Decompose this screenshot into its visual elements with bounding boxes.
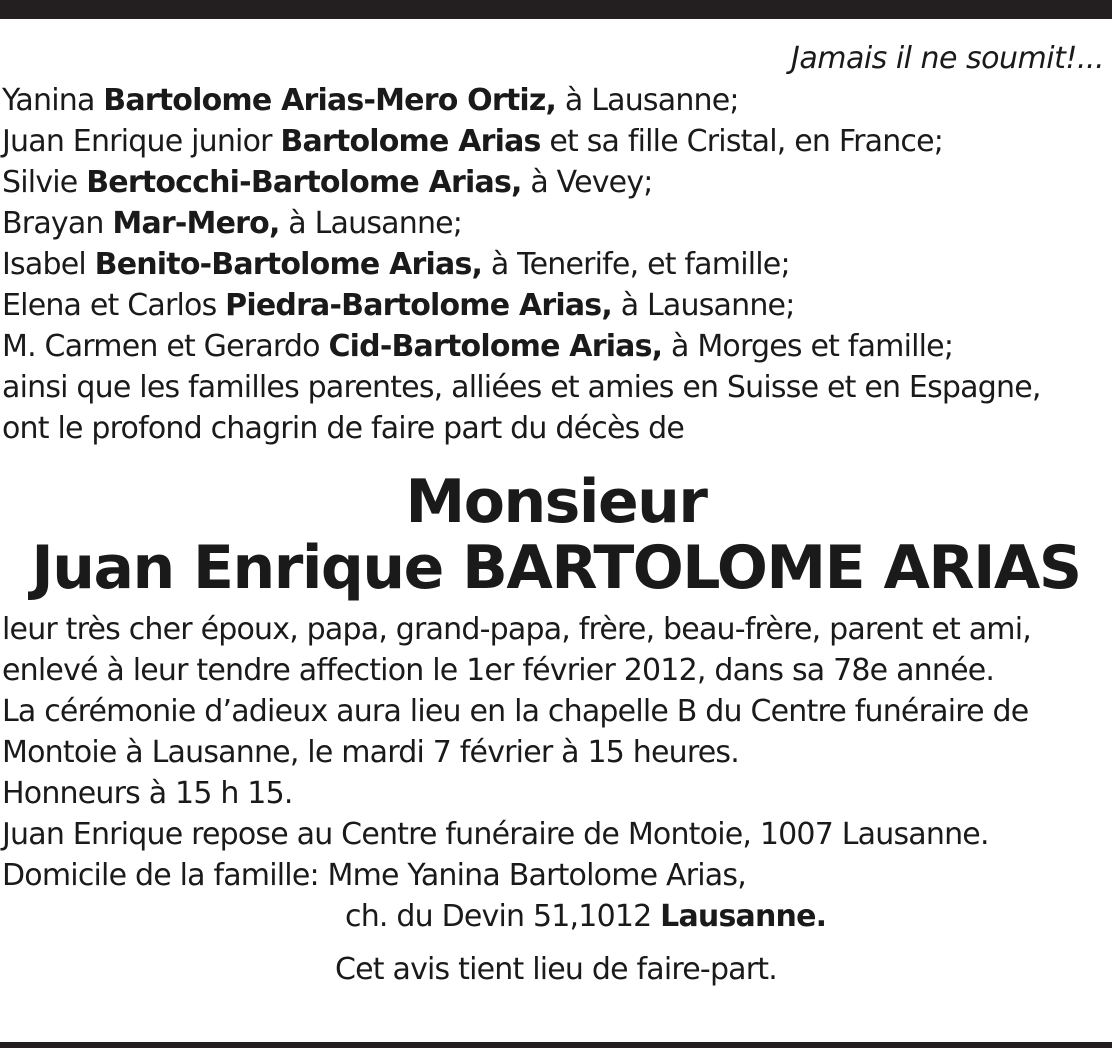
intro-line: ainsi que les familles parentes, alliées et amies en Suisse et en Espagne, [2, 370, 1041, 405]
mourner-given-names: M. Carmen et Gerardo [2, 329, 329, 364]
mourners-list [2, 80, 1110, 367]
mourner-given-names: Yanina [2, 83, 104, 118]
mourner-line [2, 326, 1110, 367]
family-address [2, 896, 1110, 937]
top-border-rule [0, 0, 1112, 19]
mourner-given-names: Juan Enrique junior [2, 124, 281, 159]
mourner-surname: Cid-Bartolome Arias, [328, 329, 663, 364]
mourner-surname: Bartolome Arias [280, 124, 541, 159]
body-line: La cérémonie d’adieux aura lieu en la chapelle B du Centre funéraire de [2, 694, 1029, 729]
mourner-location: et sa fille Cristal, en France; [540, 124, 944, 159]
mourner-line [2, 285, 1110, 326]
mourner-surname: Bartolome Arias-Mero Ortiz, [103, 83, 557, 118]
mourner-location: à Morges et famille; [662, 329, 954, 364]
deceased-title: Monsieur [405, 467, 707, 537]
mourner-location: à Tenerife, et famille; [482, 247, 790, 282]
motto: Jamais il ne soumit!... [790, 41, 1104, 76]
deceased-heading [2, 469, 1110, 601]
mourner-surname: Benito-Bartolome Arias, [94, 247, 483, 282]
mourner-line [2, 244, 1110, 285]
mourner-line [2, 203, 1110, 244]
mourner-line [2, 121, 1110, 162]
mourner-location: à Lausanne; [279, 206, 463, 241]
mourner-location: à Vevey; [521, 165, 653, 200]
closing-note: Cet avis tient lieu de faire-part. [334, 952, 778, 987]
mourner-line [2, 80, 1110, 121]
mourner-given-names: Elena et Carlos [2, 288, 226, 323]
body-line: Juan Enrique repose au Centre funéraire de Montoie, 1007 Lausanne. [2, 817, 989, 852]
body-line: Honneurs à 15 h 15. [2, 776, 293, 811]
obituary-notice [2, 38, 1110, 990]
mourner-given-names: Brayan [2, 206, 113, 241]
mourner-surname: Bertocchi-Bartolome Arias, [86, 165, 522, 200]
intro-line: ont le profond chagrin de faire part du décès de [2, 411, 685, 446]
deceased-name: Juan Enrique BARTOLOME ARIAS [31, 533, 1081, 603]
mourner-location: à Lausanne; [556, 83, 739, 118]
body-line: Domicile de la famille: Mme Yanina Bartolome Arias, [2, 858, 746, 893]
mourner-given-names: Isabel [2, 247, 95, 282]
mourner-line [2, 162, 1110, 203]
address-city: Lausanne. [660, 899, 827, 934]
mourner-given-names: Silvie [2, 165, 87, 200]
mourner-location: à Lausanne; [611, 288, 795, 323]
bottom-border-rule [0, 1042, 1112, 1048]
mourner-surname: Mar-Mero, [112, 206, 280, 241]
address-street: ch. du Devin 51,1012 [345, 899, 661, 934]
body-line: enlevé à leur tendre affection le 1er février 2012, dans sa 78e année. [2, 653, 995, 688]
mourner-surname: Piedra-Bartolome Arias, [225, 288, 612, 323]
body-line: Montoie à Lausanne, le mardi 7 février à 15 heures. [2, 735, 739, 770]
body-line: leur très cher époux, papa, grand-papa, frère, beau-frère, parent et ami, [2, 612, 1031, 647]
